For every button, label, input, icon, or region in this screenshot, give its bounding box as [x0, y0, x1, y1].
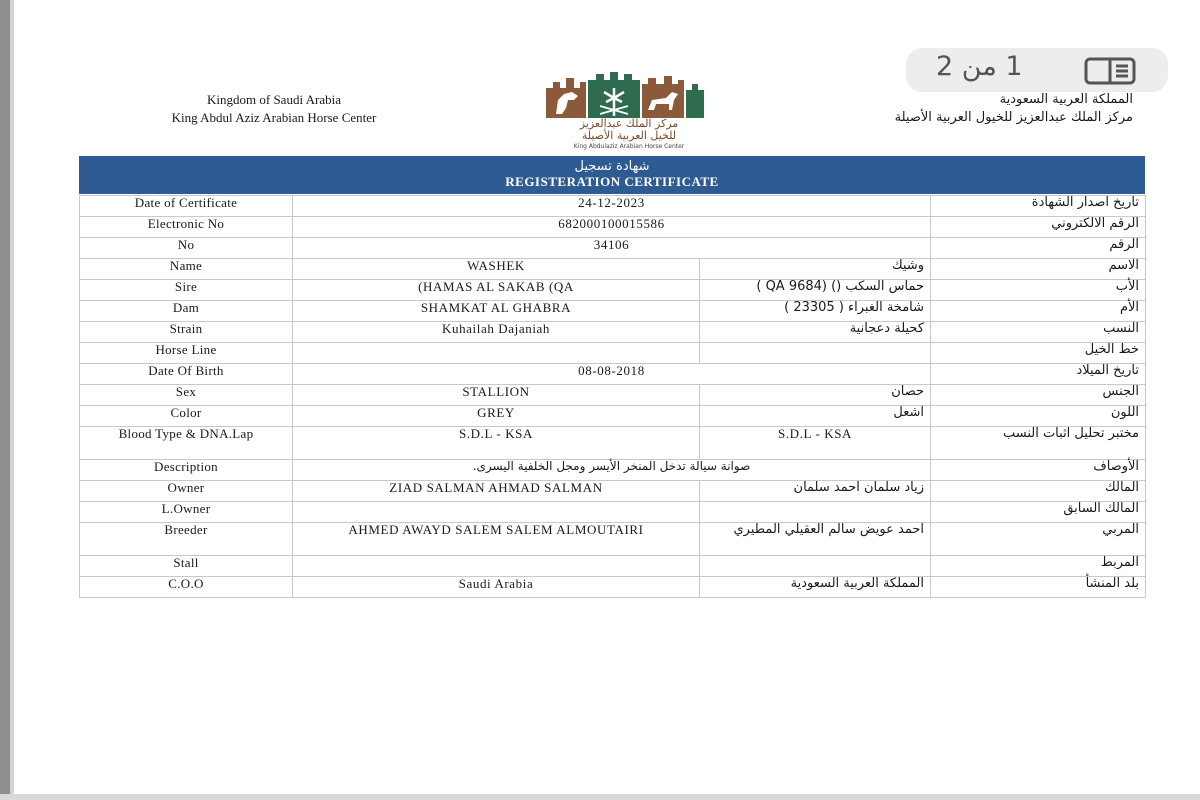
row-label-english: Breeder: [80, 523, 293, 556]
certificate-row: [80, 460, 1146, 481]
row-value-arabic: S.D.L - KSA: [700, 427, 931, 460]
row-value: صوانة سيالة تدخل المنخر الأيسر ومجل الخلفية اليسرى.: [293, 460, 931, 481]
row-label-arabic: خط الخيل: [931, 343, 1146, 364]
certificate-row: [80, 406, 1146, 427]
row-label-arabic: تاريخ الميلاد: [931, 364, 1146, 385]
row-label-english: Stall: [80, 556, 293, 577]
certificate-row: [80, 502, 1146, 523]
row-value-english: [293, 343, 700, 364]
certificate-title-arabic: شهادة تسجيل: [574, 159, 650, 174]
row-label-arabic: المالك السابق: [931, 502, 1146, 523]
page-view-icon[interactable]: [1084, 57, 1136, 85]
certificate-row: [80, 343, 1146, 364]
certificate-row: [80, 217, 1146, 238]
certificate-row: [80, 364, 1146, 385]
row-value-arabic: وشيك: [700, 259, 931, 280]
row-label-english: C.O.O: [80, 577, 293, 598]
page-indicator-text: 1 من 2: [936, 51, 1023, 82]
row-label-arabic: المربط: [931, 556, 1146, 577]
certificate-row: [80, 196, 1146, 217]
window-left-edge: [0, 0, 14, 800]
row-label-arabic: الأم: [931, 301, 1146, 322]
row-value-english: (HAMAS AL SAKAB (QA: [293, 280, 700, 301]
row-value-english: Kuhailah Dajaniah: [293, 322, 700, 343]
row-value-arabic: حماس السكب () (QA 9684 ): [700, 280, 931, 301]
page-indicator[interactable]: [906, 48, 1168, 92]
row-label-arabic: بلد المنشأ: [931, 577, 1146, 598]
row-value-arabic: [700, 343, 931, 364]
row-label-english: Strain: [80, 322, 293, 343]
row-label-english: Date of Certificate: [80, 196, 293, 217]
header-english-line2: King Abdul Aziz Arabian Horse Center: [171, 110, 377, 125]
row-label-arabic: الرقم: [931, 238, 1146, 259]
certificate-row: [80, 301, 1146, 322]
logo-arabic-line1: مركز الملك عبدالعزيز: [579, 117, 679, 130]
row-label-arabic: الأب: [931, 280, 1146, 301]
certificate-row: [80, 385, 1146, 406]
row-label-arabic: الرقم الالكتروني: [931, 217, 1146, 238]
header-arabic-line1: المملكة العربية السعودية: [999, 92, 1133, 107]
row-value-arabic: حصان: [700, 385, 931, 406]
row-label-english: Dam: [80, 301, 293, 322]
certificate-row: [80, 523, 1146, 556]
row-value-arabic: المملكة العربية السعودية: [700, 577, 931, 598]
certificate-title-banner: [79, 156, 1145, 194]
row-value-english: GREY: [293, 406, 700, 427]
row-value-english: S.D.L - KSA: [293, 427, 700, 460]
certificate-title-english: REGISTERATION CERTIFICATE: [505, 174, 719, 189]
row-value: 682000100015586: [293, 217, 931, 238]
row-value-arabic: شامخة الغبراء ( 23305 ): [700, 301, 931, 322]
row-label-english: L.Owner: [80, 502, 293, 523]
row-value-english: SHAMKAT AL GHABRA: [293, 301, 700, 322]
certificate-row: [80, 556, 1146, 577]
row-label-english: Date Of Birth: [80, 364, 293, 385]
row-label-arabic: الجنس: [931, 385, 1146, 406]
certificate-document: [79, 64, 1145, 610]
window-bottom-edge: [0, 794, 1200, 800]
certificate-row: [80, 280, 1146, 301]
row-value: 34106: [293, 238, 931, 259]
certificate-table: [79, 195, 1146, 598]
row-value-arabic: احمد عويض سالم العقيلي المطيري: [700, 523, 931, 556]
row-label-english: Color: [80, 406, 293, 427]
row-label-english: Sex: [80, 385, 293, 406]
row-value-english: WASHEK: [293, 259, 700, 280]
row-value-arabic: [700, 502, 931, 523]
row-value-english: Saudi Arabia: [293, 577, 700, 598]
row-value-english: ZIAD SALMAN AHMAD SALMAN: [293, 481, 700, 502]
row-value-arabic: كحيلة دعجانية: [700, 322, 931, 343]
row-value-arabic: زياد سلمان احمد سلمان: [700, 481, 931, 502]
certificate-row: [80, 481, 1146, 502]
row-label-english: Horse Line: [80, 343, 293, 364]
row-label-english: Owner: [80, 481, 293, 502]
certificate-row: [80, 322, 1146, 343]
row-value-arabic: [700, 556, 931, 577]
row-label-english: Sire: [80, 280, 293, 301]
certificate-row: [80, 427, 1146, 460]
logo-arabic-line2: للخيل العربية الأصيلة: [581, 129, 677, 142]
row-value-english: [293, 556, 700, 577]
row-label-arabic: تاريخ اصدار الشهادة: [931, 196, 1146, 217]
row-label-english: Blood Type & DNA.Lap: [80, 427, 293, 460]
row-label-arabic: مختبر تحليل اثبات النسب: [931, 427, 1146, 460]
row-value: 08-08-2018: [293, 364, 931, 385]
header-arabic-line2: مركز الملك عبدالعزيز للخيول العربية الأصيلة: [894, 110, 1133, 125]
row-label-arabic: المالك: [931, 481, 1146, 502]
row-value: 24-12-2023: [293, 196, 931, 217]
row-value-arabic: اشعل: [700, 406, 931, 427]
header-english-line1: Kingdom of Saudi Arabia: [207, 92, 341, 107]
certificate-row: [80, 577, 1146, 598]
row-label-arabic: النسب: [931, 322, 1146, 343]
row-value-english: AHMED AWAYD SALEM SALEM ALMOUTAIRI: [293, 523, 700, 556]
row-label-english: Name: [80, 259, 293, 280]
certificate-row: [80, 238, 1146, 259]
row-value-english: [293, 502, 700, 523]
row-label-arabic: الاسم: [931, 259, 1146, 280]
row-label-arabic: اللون: [931, 406, 1146, 427]
logo-english-caption: King Abdulaziz Arabian Horse Center: [573, 143, 685, 150]
certificate-row: [80, 259, 1146, 280]
row-label-english: Electronic No: [80, 217, 293, 238]
row-label-english: Description: [80, 460, 293, 481]
row-label-arabic: الأوصاف: [931, 460, 1146, 481]
row-value-english: STALLION: [293, 385, 700, 406]
row-label-english: No: [80, 238, 293, 259]
row-label-arabic: المربي: [931, 523, 1146, 556]
